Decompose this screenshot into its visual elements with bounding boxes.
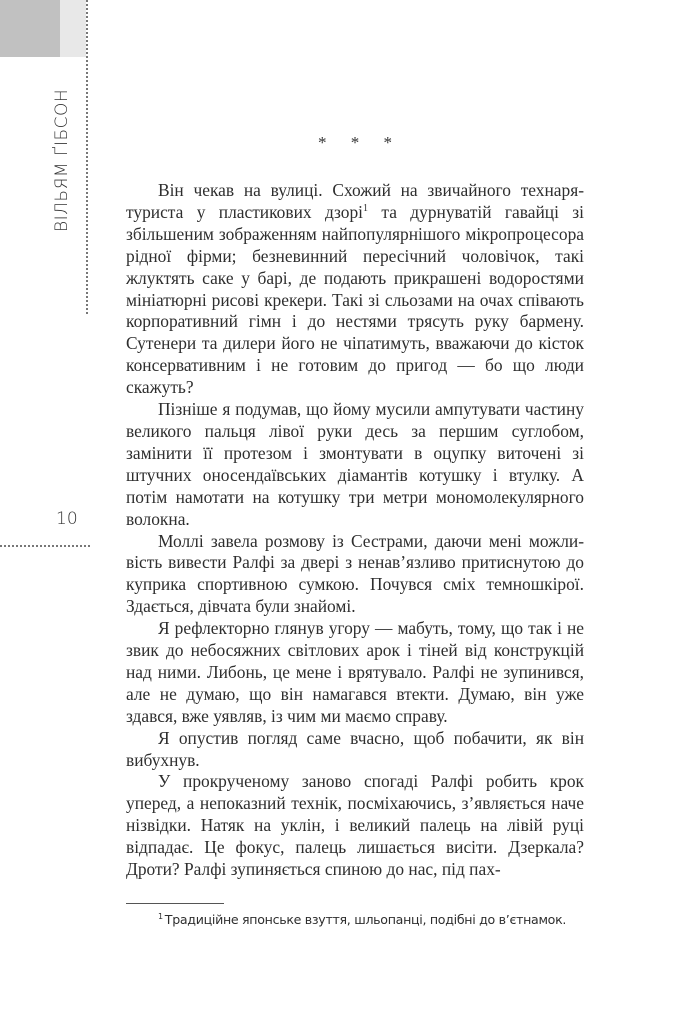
paragraph: Пізніше я подумав, що йому мусили ампутувати частину великого пальця лівої руки десь за першим суглобом, замінити її протезом і змонтувати в оцупку виточені зі штучних оносендаївських діамантів котушку і втулку. А потім намотати на котушку три метри мономолекулярного волокна. <box>126 399 584 529</box>
page-number: 10 <box>56 509 78 529</box>
footnote-separator <box>126 903 224 904</box>
horizontal-dotted-rule <box>0 545 90 547</box>
section-break: * * * <box>318 133 402 152</box>
body-text <box>126 180 584 881</box>
paragraph: Моллі завела розмову із Сестрами, даючи мені можливість вивести Ралфі за двері з ненав’язливо притиснутою до куприка спортивною сумкою. Почувся сміх темношкірої. Здається, дівчата були знайомі. <box>126 530 584 617</box>
corner-tab-light <box>60 0 86 57</box>
paragraph: Він чекав на вулиці. Схожий на звичайного технаря-туриста у пластикових дзорі$^1$ та дурнуватій гавайці зі збільшеним зображенням найпопулярнішого мікропроцесора рідної фірми; безневинний пересічний чоловічок, такі жлуктять саке у барі, де подають прикрашені водоростями мініатюрні рисові крекери. Такі зі сльозами на очах співають корпоративний гімн і до нестями трясуть руку бармену. Сутенери та дилери його не чіпатимуть, вважаючи до кісток консервативним і не готовим до пригод — бо що люди скажуть? <box>126 180 584 398</box>
running-head-author: ВІЛЬЯМ ҐІБСОН <box>52 88 72 232</box>
footnote-mark: 1 <box>158 912 163 921</box>
paragraph: У прокрученому заново спогаді Ралфі робить крок уперед, а непоказний технік, посміхаючись, з’являється наче нізвідки. Натяк на уклін, і великий палець на лівій руці відпадає. Це фокус, палець лишається висіти. Дзеркала? Дроти? Ралфі зупиняється спиною до нас, під пах- <box>126 771 584 880</box>
footnote-text: Традиційне японське взуття, шльопанці, подібні до в’єтнамок. <box>164 912 567 928</box>
vertical-dotted-rule <box>86 0 88 314</box>
paragraph: Я рефлекторно глянув угору — мабуть, тому, що так і не звик до небосяжних світлових арок і тіней від конструкцій над ними. Либонь, це мене і врятувало. Ралфі не зупинився, але не думаю, що він намагався втекти. Думаю, він уже здався, вже уявляв, із чим ми маємо справу. <box>126 618 584 726</box>
corner-tab-dark <box>0 0 60 57</box>
footnote <box>158 912 598 927</box>
footnote-reference[interactable]: 1 <box>363 203 369 215</box>
paragraph: Я опустив погляд саме вчасно, щоб побачити, як він вибухнув. <box>126 727 584 770</box>
